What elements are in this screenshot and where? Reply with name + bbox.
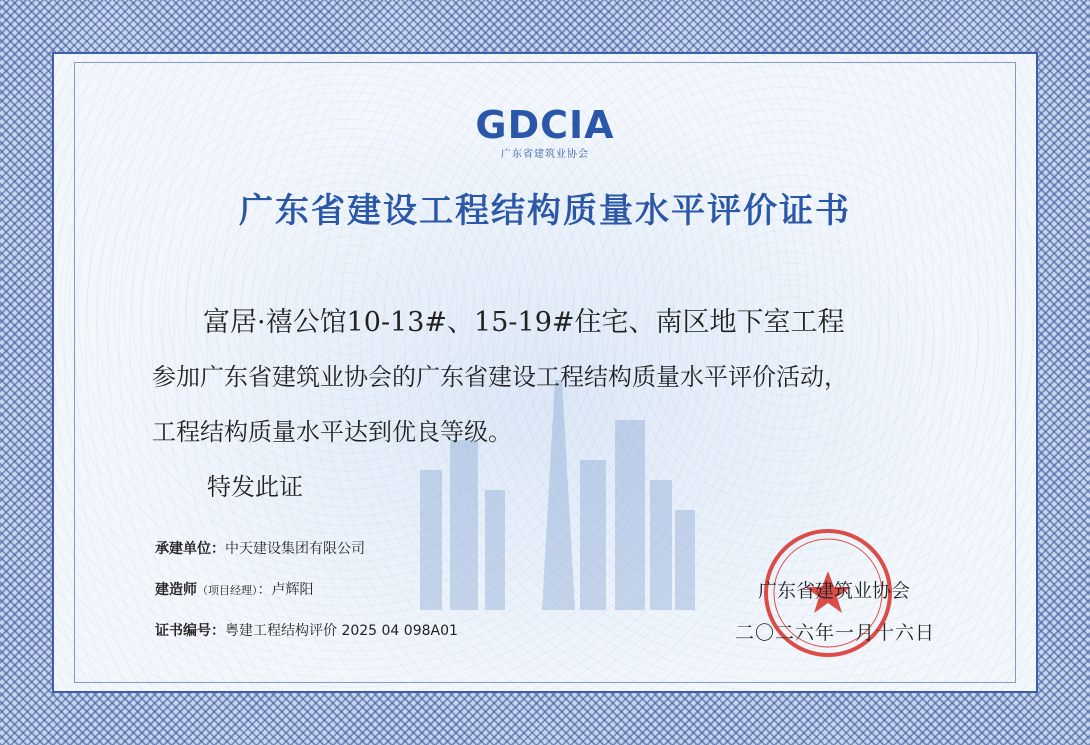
logo-org-name: 广东省建筑业协会 [501,149,589,160]
cert-number-row [155,620,458,640]
cert-number-value: 粤建工程结构评价 2025 04 098A01 [225,623,458,639]
issued-statement: 特发此证 [207,473,303,501]
logo-abbreviation: GDCIA [475,103,615,147]
builder-label: 建造师 [155,582,197,598]
cert-number-label: 证书编号： [155,623,225,639]
gdcia-logo [0,103,1090,160]
builder-value: 卢辉阳 [271,582,314,598]
body-line-2: 工程结构质量水平达到优良等级。 [152,418,512,446]
builder-row [155,579,314,599]
issuer-name: 广东省建筑业协会 [758,580,911,602]
builder-colon: ： [257,582,272,598]
certificate-title: 广东省建设工程结构质量水平评价证书 [239,191,851,231]
issue-date: 二〇二六年一月十六日 [735,622,936,644]
contractor-row [155,538,365,558]
builder-note: （项目经理） [197,584,258,597]
contractor-value: 中天建设集团有限公司 [225,541,365,557]
contractor-label: 承建单位： [155,541,225,557]
body-line-1: 参加广东省建筑业协会的广东省建设工程结构质量水平评价活动， [152,363,848,391]
project-name: 富居·禧公馆10-13#、15-19#住宅、南区地下室工程 [203,307,845,338]
